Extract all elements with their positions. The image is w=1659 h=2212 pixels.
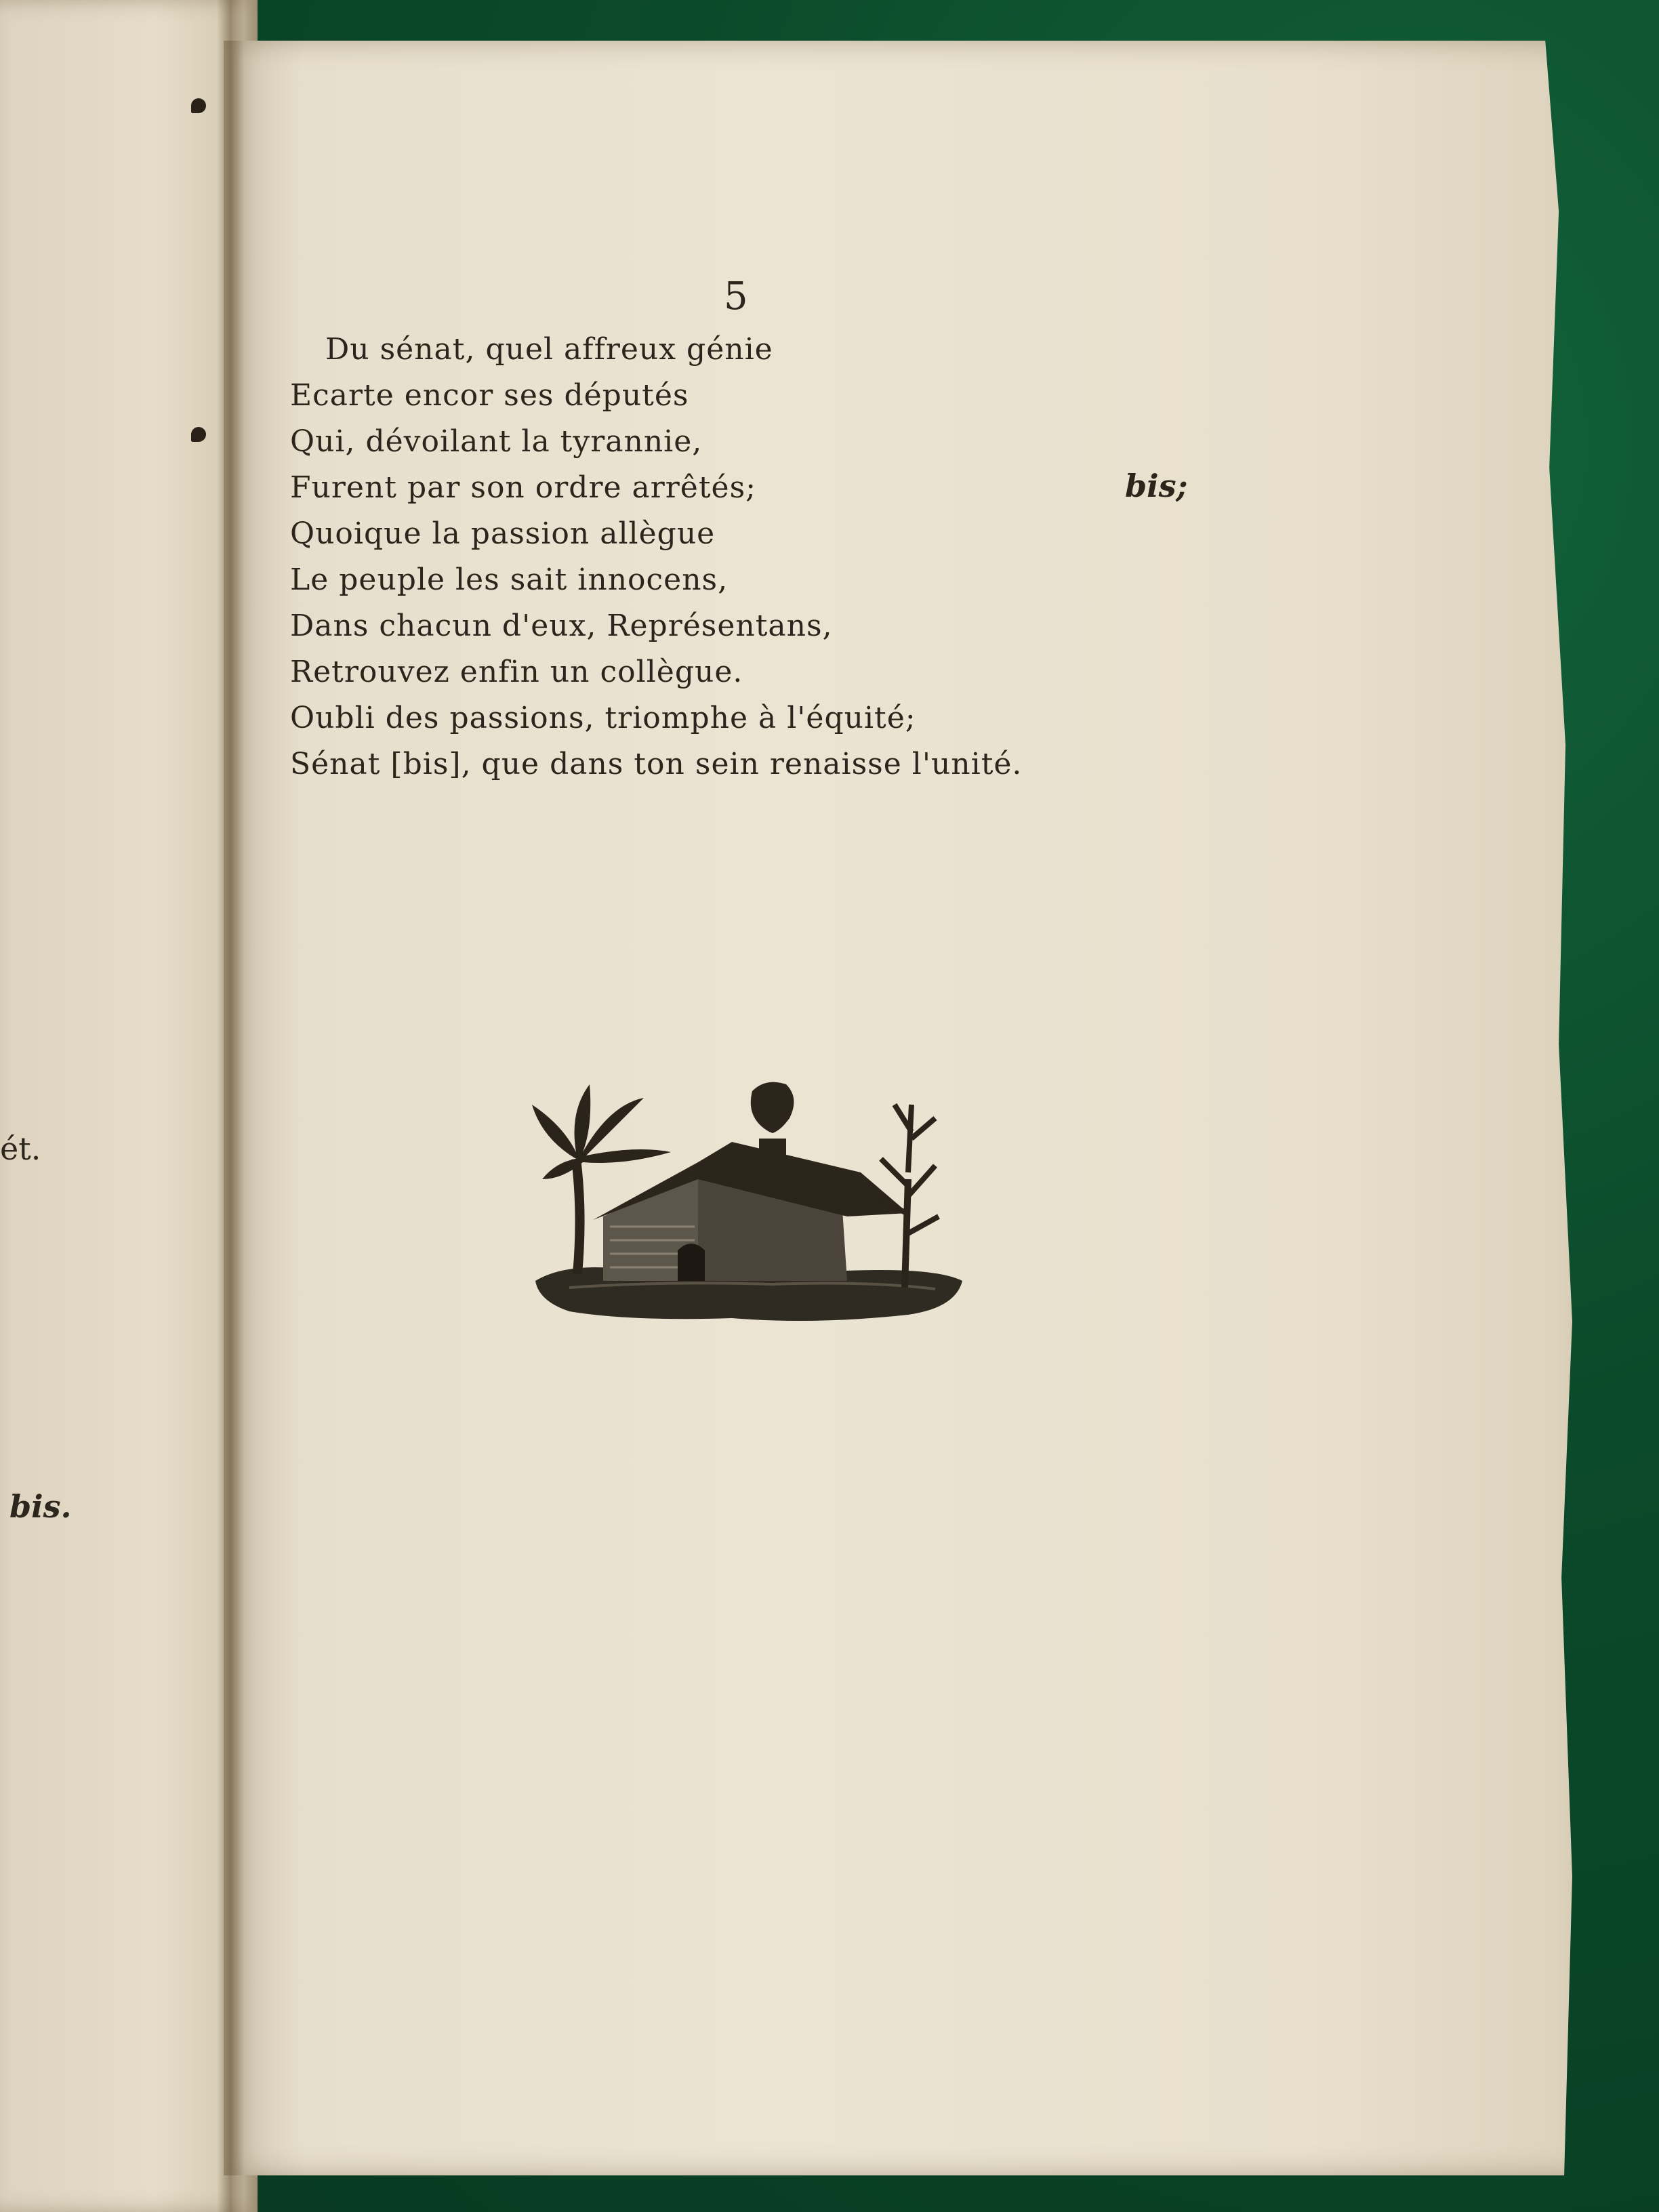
- margin-note-bis: bis;: [1125, 468, 1188, 504]
- page-number: 5: [724, 274, 748, 319]
- verse-line: Oubli des passions, triomphe à l'équité;: [290, 701, 916, 735]
- left-page-fragment: ét.: [0, 1130, 41, 1167]
- left-page-fragment: bis.: [9, 1488, 72, 1525]
- verse-stanza: [290, 327, 1307, 787]
- verse-line: Qui, dévoilant la tyrannie,: [290, 424, 703, 459]
- house-woodcut-icon: [529, 1078, 969, 1362]
- verse-line: Retrouvez enfin un collègue.: [290, 655, 743, 689]
- book-gutter: [217, 0, 244, 2212]
- binding-mark: [191, 98, 206, 113]
- verse-line: Quoique la passion allègue: [290, 516, 716, 551]
- verse-line: Sénat [bis], que dans ton sein renaisse l'unité.: [290, 747, 1023, 781]
- verse-line: Du sénat, quel affreux génie: [325, 332, 773, 367]
- verse-line: Ecarte encor ses députés: [290, 378, 689, 413]
- verse-line: Furent par son ordre arrêtés;: [290, 470, 756, 505]
- verse-line: Dans chacun d'eux, Représentans,: [290, 609, 833, 643]
- binding-mark: [191, 427, 206, 442]
- verse-line: Le peuple les sait innocens,: [290, 562, 729, 597]
